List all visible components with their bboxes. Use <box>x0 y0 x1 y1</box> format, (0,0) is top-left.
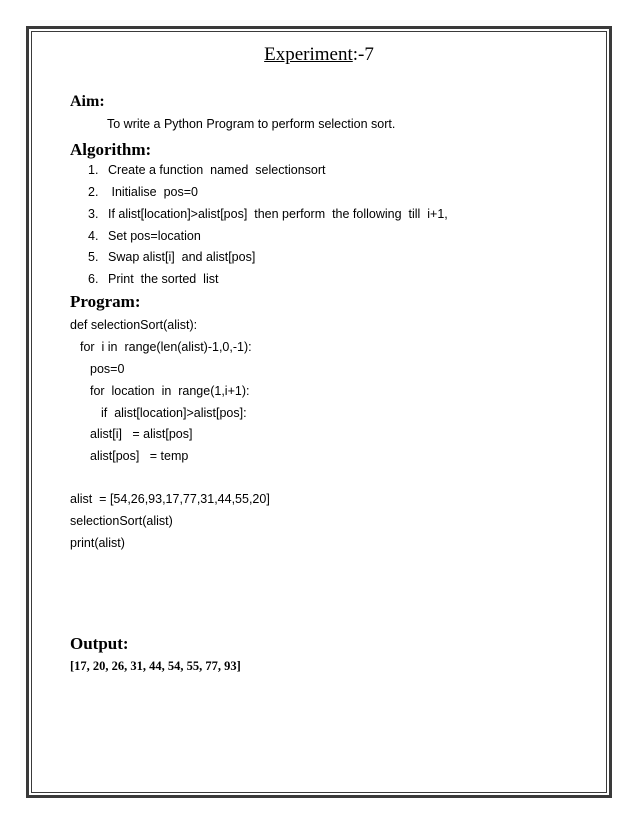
algorithm-step: 4. Set pos=location <box>88 229 201 243</box>
code-line: selectionSort(alist) <box>70 514 173 528</box>
title-main: Experiment <box>264 44 353 65</box>
algorithm-heading: Algorithm: <box>70 140 152 159</box>
program-heading: Program: <box>70 292 141 311</box>
code-line: for i in range(len(alist)-1,0,-1): <box>80 340 252 354</box>
algorithm-step: 6. Print the sorted list <box>88 272 219 286</box>
code-line: alist[i] = alist[pos] <box>90 427 193 441</box>
code-line: print(alist) <box>70 536 125 550</box>
page-title <box>0 44 638 66</box>
algorithm-step: 1. Create a function named selectionsort <box>88 163 326 177</box>
code-line: alist = [54,26,93,17,77,31,44,55,20] <box>70 492 270 506</box>
algorithm-step: 2. Initialise pos=0 <box>88 185 198 199</box>
aim-text: To write a Python Program to perform selection sort. <box>107 117 396 131</box>
code-line: pos=0 <box>90 362 125 376</box>
code-line: for location in range(1,i+1): <box>90 384 250 398</box>
algorithm-step: 5. Swap alist[i] and alist[pos] <box>88 250 256 264</box>
title-suffix: :-7 <box>352 44 374 65</box>
aim-heading: Aim: <box>70 93 105 110</box>
output-text: [17, 20, 26, 31, 44, 54, 55, 77, 93] <box>70 659 241 673</box>
algorithm-step: 3. If alist[location]>alist[pos] then perform the following till i+1, <box>88 207 448 221</box>
code-line: if alist[location]>alist[pos]: <box>101 406 247 420</box>
code-line: def selectionSort(alist): <box>70 318 198 332</box>
code-line: alist[pos] = temp <box>90 449 189 463</box>
output-heading: Output: <box>70 634 129 653</box>
